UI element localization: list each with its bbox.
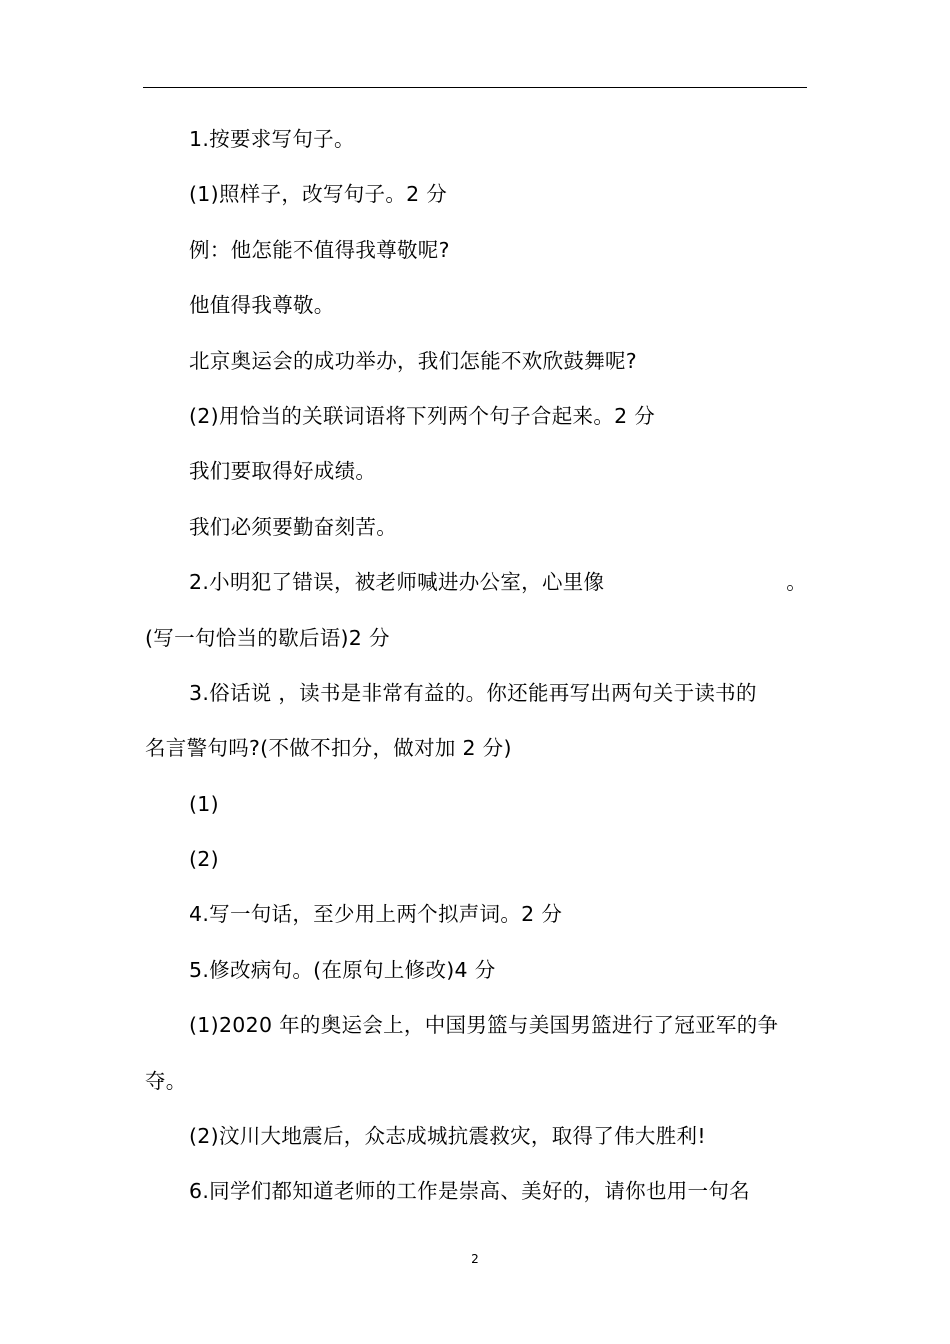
example-answer: 他值得我尊敬。	[189, 293, 335, 318]
question-1-2-sentence-b: 我们必须要勤奋刻苦。	[189, 514, 397, 539]
question-2-blank-end: 。	[786, 570, 807, 595]
question-4: 4.写一句话，至少用上两个拟声词。2 分	[189, 902, 563, 927]
question-5-heading: 5.修改病句。(在原句上修改)4 分	[189, 957, 496, 982]
question-5-1-line-2: 夺。	[145, 1068, 187, 1093]
question-1-heading: 1.按要求写句子。	[189, 127, 355, 151]
header-rule	[143, 87, 807, 88]
question-5-2: (2)汶川大地震后，众志成城抗震救灾，取得了伟大胜利!	[189, 1124, 706, 1149]
question-1-1-sentence: 北京奥运会的成功举办，我们怎能不欢欣鼓舞呢?	[189, 348, 637, 373]
question-1-2-instruction: (2)用恰当的关联词语将下列两个句子合起来。2 分	[189, 403, 656, 428]
question-1-1-instruction: (1)照样子，改写句子。2 分	[189, 182, 448, 207]
question-3-line-1: 3.俗话说 ，读书是非常有益的。你还能再写出两句关于读书的	[189, 680, 757, 705]
question-3-line-2: 名言警句吗?(不做不扣分，做对加 2 分)	[145, 736, 512, 761]
question-5-1-line-1: (1)2020 年的奥运会上，中国男篮与美国男篮进行了冠亚军的争	[189, 1013, 779, 1038]
question-2-line	[145, 555, 807, 610]
example-sentence: 例：他怎能不值得我尊敬呢?	[189, 237, 450, 262]
question-2-text: 2.小明犯了错误，被老师喊进办公室，心里像	[189, 570, 605, 595]
question-3-answer-1: (1)	[189, 791, 219, 816]
page-number: 2	[471, 1252, 479, 1266]
question-1-2-sentence-a: 我们要取得好成绩。	[189, 459, 377, 484]
question-6-line-1: 6.同学们都知道老师的工作是崇高、美好的，请你也用一句名	[189, 1179, 750, 1204]
document-body	[145, 112, 807, 1220]
question-2-note: (写一句恰当的歇后语)2 分	[145, 625, 390, 650]
question-3-answer-2: (2)	[189, 847, 219, 872]
